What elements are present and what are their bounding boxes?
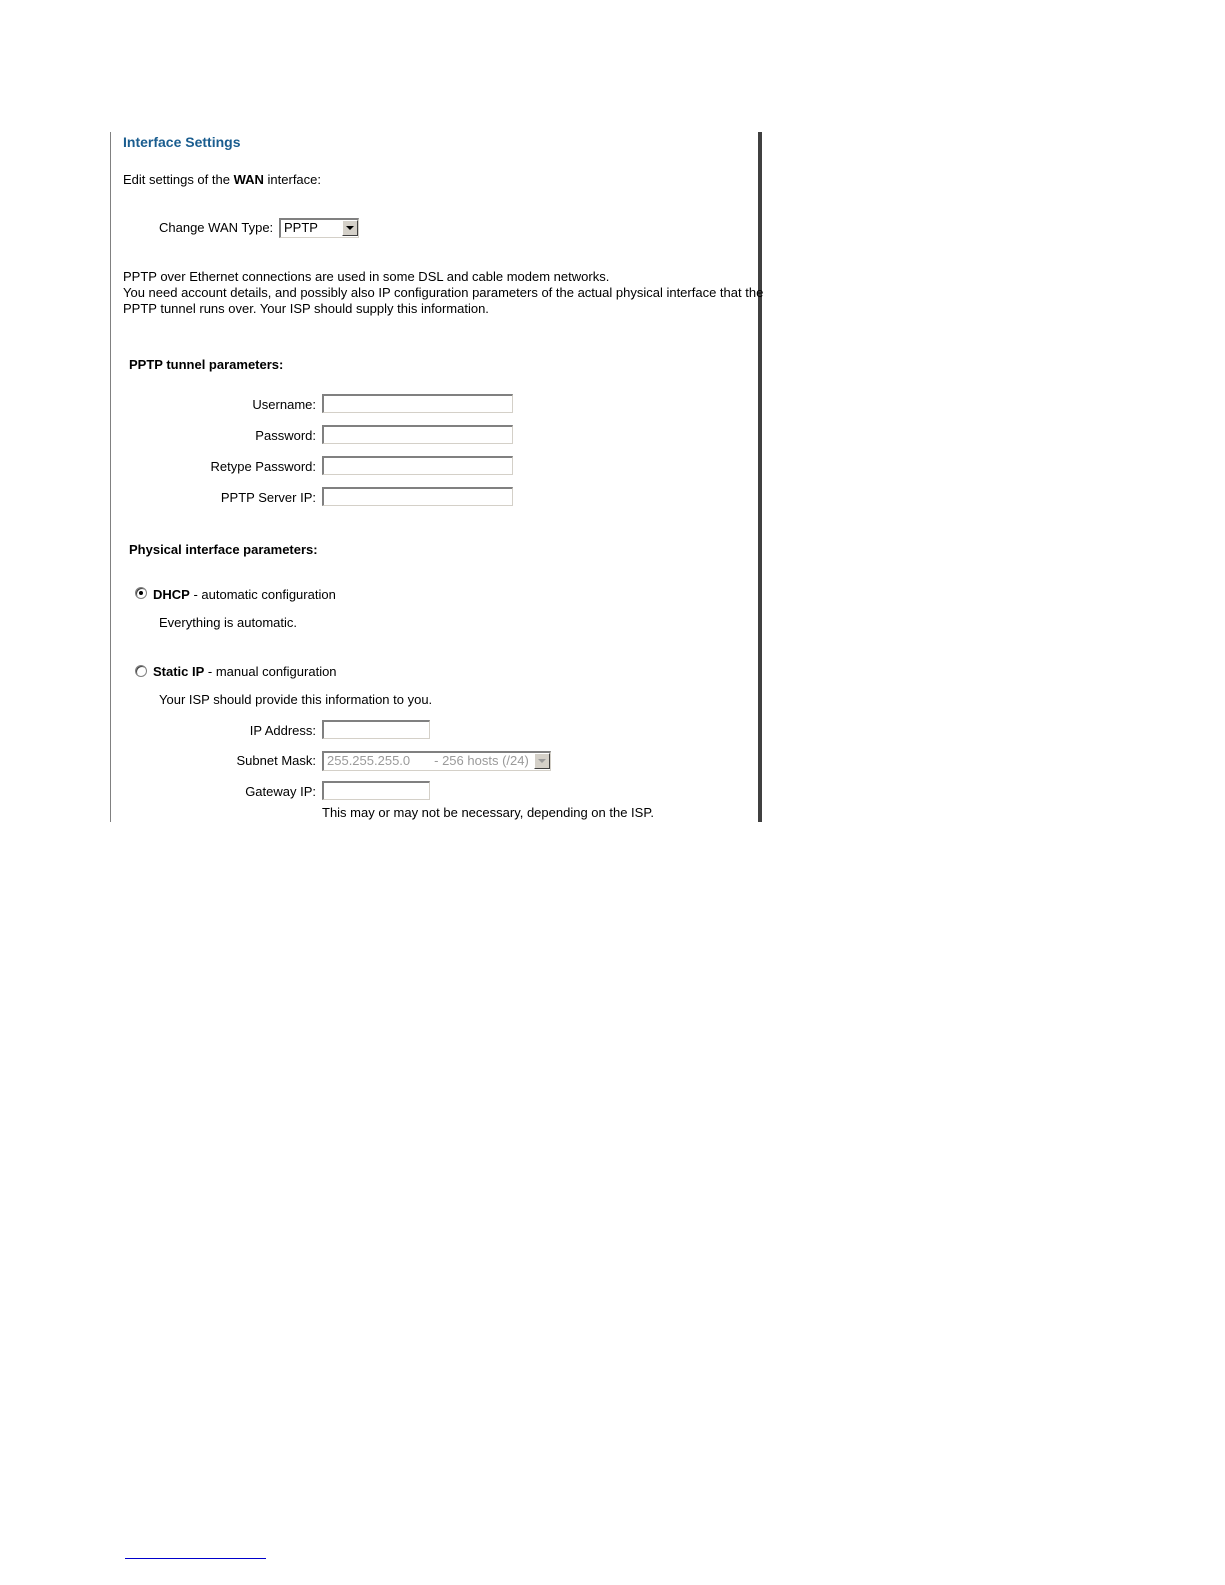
description-line-3: PPTP tunnel runs over. Your ISP should supply this information. — [123, 301, 489, 316]
wan-type-select[interactable] — [279, 218, 359, 238]
pptp-server-label: PPTP Server IP: — [220, 490, 316, 505]
description-line-1: PPTP over Ethernet connections are used in some DSL and cable modem networks. — [123, 269, 610, 284]
static-ip-option-suffix: - manual configuration — [204, 664, 337, 679]
gateway-note: This may or may not be necessary, depending on the ISP. — [322, 805, 654, 820]
subnet-mask-hosts: - 256 hosts (/24) — [434, 753, 529, 768]
intro-prefix: Edit settings of the — [123, 172, 234, 187]
password-label: Password: — [255, 428, 316, 443]
dhcp-option-label[interactable] — [153, 587, 336, 602]
intro-interface-name: WAN — [233, 172, 264, 187]
subnet-mask-value — [327, 753, 529, 769]
subnet-mask-select[interactable] — [322, 751, 551, 771]
ip-address-label: IP Address: — [249, 723, 316, 738]
dhcp-option-name: DHCP — [153, 587, 190, 602]
wan-type-label: Change WAN Type: — [159, 220, 274, 235]
static-ip-option-label[interactable] — [153, 664, 337, 679]
static-ip-radio[interactable] — [135, 665, 147, 677]
footer-link-underline — [125, 1558, 266, 1559]
dhcp-radio[interactable] — [135, 587, 147, 599]
description-line-2: You need account details, and possibly also IP configuration parameters of the actual physical interface that the — [123, 285, 764, 300]
pptp-server-input[interactable] — [322, 487, 513, 506]
static-ip-option-name: Static IP — [153, 664, 205, 679]
username-label: Username: — [252, 397, 316, 412]
wan-type-value: PPTP — [284, 220, 318, 235]
interface-settings-panel — [110, 132, 762, 822]
password-input[interactable] — [322, 425, 513, 444]
chevron-down-icon[interactable] — [534, 753, 550, 769]
ip-address-input[interactable] — [322, 720, 430, 739]
retype-password-input[interactable] — [322, 456, 513, 475]
retype-password-label: Retype Password: — [210, 459, 316, 474]
dhcp-option-suffix: - automatic configuration — [189, 587, 336, 602]
physical-section-heading: Physical interface parameters: — [129, 542, 318, 557]
gateway-ip-input[interactable] — [322, 781, 430, 800]
tunnel-section-heading: PPTP tunnel parameters: — [129, 357, 284, 372]
dhcp-note: Everything is automatic. — [159, 615, 298, 630]
intro-suffix: interface: — [263, 172, 322, 187]
page-title: Interface Settings — [123, 134, 241, 150]
subnet-mask-label: Subnet Mask: — [236, 753, 316, 768]
gateway-ip-label: Gateway IP: — [245, 784, 316, 799]
subnet-mask-address: 255.255.255.0 — [327, 753, 411, 768]
static-ip-note: Your ISP should provide this information to you. — [159, 692, 433, 707]
chevron-down-icon[interactable] — [342, 220, 358, 236]
intro-text — [123, 172, 321, 187]
username-input[interactable] — [322, 394, 513, 413]
